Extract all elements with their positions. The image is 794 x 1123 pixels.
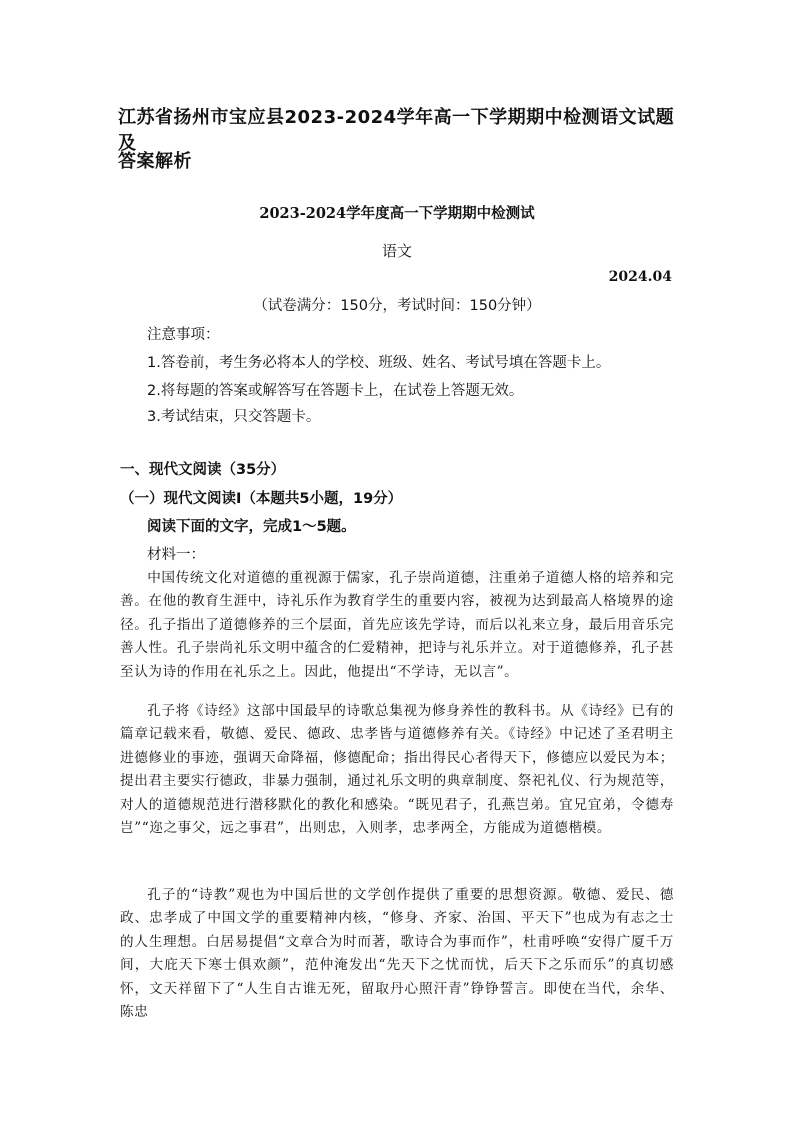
- score-time-info: （试卷满分：150分，考试时间：150分钟）: [253, 298, 541, 314]
- exam-subject: 语文: [381, 242, 412, 260]
- section-heading: 一、现代文阅读（35分）: [120, 462, 286, 478]
- notice-item: 3.考试结束，只交答题卡。: [147, 409, 321, 425]
- notice-item: 2.将每题的答案或解答写在答题卡上，在试卷上答题无效。: [147, 383, 524, 399]
- passage-paragraph: 中国传统文化对道德的重视源于儒家，孔子崇尚道德，注重弟子道德人格的培养和完善。在他的教育生涯中，诗礼乐作为教育学生的重要内容，被视为达到最高人格境界的途径。孔子指出了道德修养的三个层面，首先应该先学诗，而后以礼来立身，最后用音乐完善人性。孔子崇尚礼乐文明中蕴含的仁爱精神，把诗与礼乐并立。对于道德修养，孔子甚至认为诗的作用在礼乐之上。因此，他提出“不学诗，无以言”。: [120, 570, 674, 680]
- exam-date: 2024.04: [608, 269, 672, 285]
- notice-item: 1.答卷前，考生务必将本人的学校、班级、姓名、考试号填在答题卡上。: [147, 355, 611, 371]
- document-title-line2: 答案解析: [118, 151, 192, 172]
- subsection-heading: （一）现代文阅读Ⅰ（本题共5小题，19分）: [120, 491, 403, 507]
- document-title-line1: 江苏省扬州市宝应县2023-2024学年高一下学期期中检测语文试题及: [118, 107, 675, 154]
- passage-paragraph: 孔子的“诗教”观也为中国后世的文学创作提供了重要的思想资源。敬德、爱民、德政、忠孝成了中国文学的重要精神内核，“修身、齐家、治国、平天下”也成为有志之士的人生理想。白居易提倡“文章合为时而著，歌诗合为事而作”，杜甫呼唤“安得广厦千万间，大庇天下寒士俱欢颜”，范仲淹发出“先天下之忧而忧，后天下之乐而乐”的真切感怀，文天祥留下了“人生自古谁无死，留取丹心照汗青”铮铮誓言。即使在当代，余华、陈忠: [120, 887, 674, 1021]
- notice-heading: 注意事项：: [147, 327, 220, 343]
- material-label: 材料一：: [147, 547, 205, 563]
- passage-paragraph: 孔子将《诗经》这部中国最早的诗歌总集视为修身养性的教科书。从《诗经》已有的篇章记载来看，敬德、爱民、德政、忠孝皆与道德修养有关。《诗经》中记述了圣君明主进德修业的事迹，强调天命降福，修德配命；指出得民心者得天下，修德应以爱民为本；提出君主要实行德政，非暴力强制，通过礼乐文明的典章制度、祭祀礼仪、行为规范等，对人的道德规范进行潜移默化的教化和感染。“既见君子，孔燕岂弟。宜兄宜弟，令德寿岂”“迩之事父，远之事君”，出则忠，入则孝，忠孝两全，方能成为道德楷模。: [120, 703, 674, 837]
- reading-instruction: 阅读下面的文字，完成1～5题。: [147, 519, 356, 535]
- exam-subtitle: 2023-2024学年度高一下学期期中检测试: [259, 205, 535, 222]
